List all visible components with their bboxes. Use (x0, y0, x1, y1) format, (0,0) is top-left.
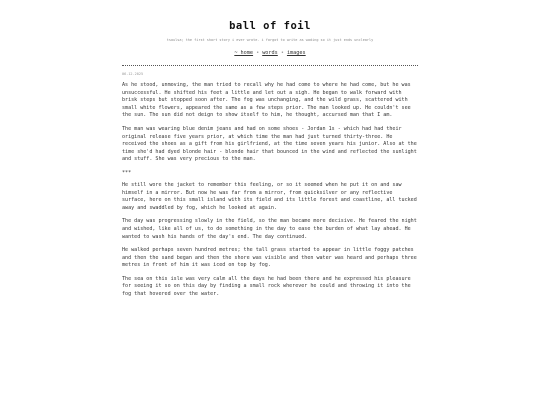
page (122, 0, 418, 299)
nav-separator: • (256, 50, 260, 56)
nav-link-home[interactable]: ~ home (234, 50, 254, 56)
paragraph: The sea on this isle was very calm all the days he had been there and he expressed his pleasure for seeing it so on this day by finding a small rock wherever he could and throwing it into the fog that hovered over the water. (122, 275, 411, 298)
paragraph: He walked perhaps seven hundred metres; the tall grass started to appear in little foggy patches and then the sand began and then the shore was visible and then water was heard and perhaps three metres in front of him it was iced on top by fog. (122, 247, 417, 269)
page-subtitle: tsoulsa; the first short story i ever wrote. i forgot to write as wading so it just ends unclearly (166, 38, 374, 42)
paragraph: He still wore the jacket to remember this feeling, or so it seemed when he put it on and saw himself in a mirror. But now he was far from a mirror, from quicksilver or any reflective surface, here on this small island with its field and its little forest and coastline, all tucked away and swaddled by fog, which he looked at again. (122, 181, 417, 211)
nav-separator: • (280, 50, 284, 56)
post-body (122, 82, 418, 299)
paragraph: As he stood, unmoving, the man tried to recall why he had come to where he had come, but he was unsuccessful. He shifted his feet a little and let out a sigh. He began to walk forward with brisk steps but stopped soon after. The fog was unchanging, and the wild grass, scattered with small white flowers, appeared the same as a few steps prior. The man looked up. He couldn't see the sun. The sun did not deign to show itself to him, he thought, accursed man that I am. (122, 82, 411, 119)
section-break: *** (122, 169, 132, 176)
nav-bar (122, 50, 418, 56)
paragraph: The man was wearing blue denim jeans and had on some shoes - Jordan 1s - which had had their original release five years prior, at which time the man had just turned thirty-three. He received the shoes as a gift from his girlfriend, at the time seven years his junior. Also at the time she'd had dyed blonde hair - blonde hair that bounced in the wind and reflected the sunlight and stuff. She was very precious to the man. (122, 125, 417, 163)
paragraph: The day was progressing slowly in the field, so the man became more decisive. He feared the night and wished, like all of us, to do something in the day to ease the burden of what lay ahead. He wanted to wash his hands of the day's end. The day continued. (122, 218, 417, 240)
page-title: ball of foil (229, 20, 311, 32)
divider (122, 65, 418, 66)
nav-link-words[interactable]: words (262, 50, 278, 56)
nav-link-images[interactable]: images (286, 50, 306, 56)
post-date: 06-12-2025 (122, 72, 144, 76)
